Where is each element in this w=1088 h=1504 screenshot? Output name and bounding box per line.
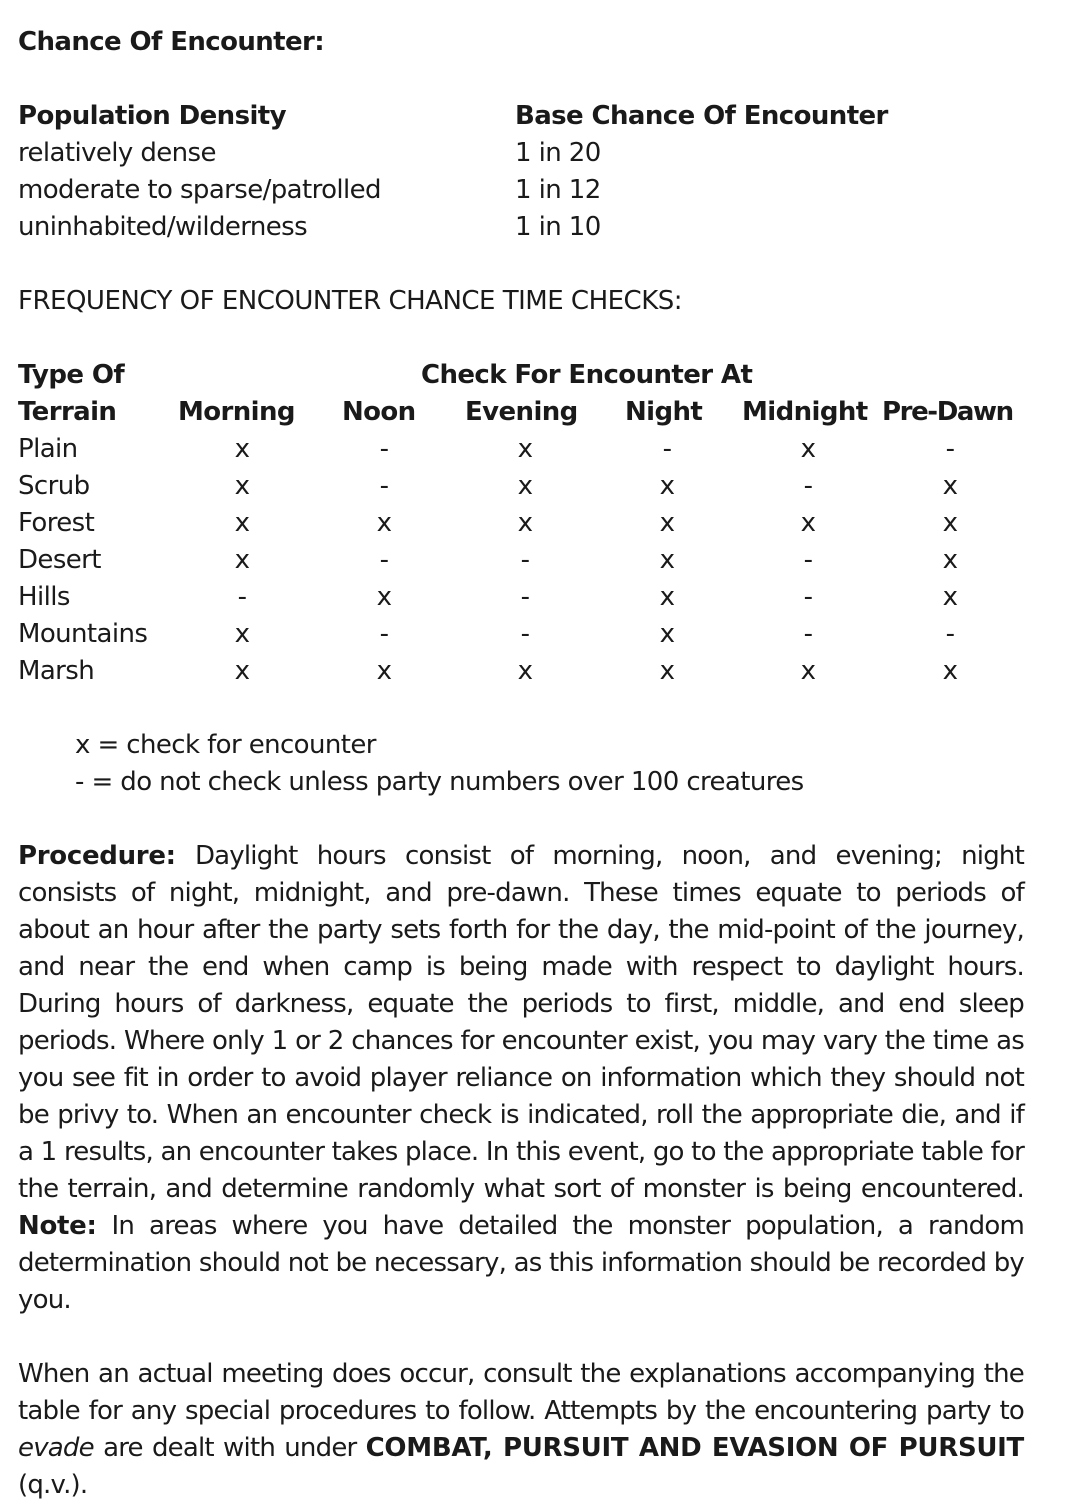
- check-mark: -: [520, 545, 530, 575]
- check-mark: x: [517, 471, 533, 501]
- check-mark: x: [800, 434, 816, 464]
- table-row: [18, 209, 1024, 246]
- check-mark: -: [662, 434, 672, 464]
- check-mark: x: [234, 619, 250, 649]
- table-row: [18, 468, 1024, 505]
- check-mark: -: [379, 434, 389, 464]
- procedure-paragraph: [18, 838, 1024, 1319]
- check-mark: -: [520, 619, 530, 649]
- table-row: [18, 542, 1024, 579]
- check-mark: -: [237, 582, 247, 612]
- check-mark: x: [800, 656, 816, 686]
- terrain-name: Forest: [18, 508, 95, 538]
- header-population-density: Population Density: [18, 101, 286, 131]
- meeting-text-1: When an actual meeting does occur, consult the explanations accompanying the table for any special procedures to follow. Attempts by the encountering party to: [18, 1359, 1024, 1426]
- check-mark: x: [376, 508, 392, 538]
- meeting-paragraph: [18, 1356, 1024, 1504]
- check-mark: x: [942, 471, 958, 501]
- check-mark: -: [803, 619, 813, 649]
- density-table-header: [18, 98, 1024, 135]
- meeting-text-2: are dealt with under: [93, 1433, 366, 1463]
- check-mark: x: [376, 582, 392, 612]
- check-mark: x: [659, 656, 675, 686]
- procedure-text: Daylight hours consist of morning, noon, and evening; night consists of night, midnight, and pre-dawn. These times equate to periods of about an hour after the party sets forth for the day, the mid-point of the journey, and near the end when camp is being made with respect to daylight hours. During hours of darkness, equate the periods to first, middle, and end sleep periods. Where only 1 or 2 chances for encounter exist, you may vary the time as you see fit in order to avoid player reliance on information which they should not be privy to. When an encounter check is indicated, roll the appropriate die, and if a 1 results, an encounter takes place. In this event, go to the appropriate table for the terrain, and determine randomly what sort of monster is being encountered.: [18, 841, 1024, 1204]
- terrain-name: Marsh: [18, 656, 95, 686]
- check-mark: x: [517, 656, 533, 686]
- check-mark: -: [379, 545, 389, 575]
- terrain-table-header-2: [18, 394, 1024, 431]
- check-mark: x: [942, 545, 958, 575]
- table-row: [18, 135, 1024, 172]
- check-mark: x: [942, 508, 958, 538]
- legend-item: x = check for encounter: [75, 730, 376, 760]
- check-mark: x: [234, 471, 250, 501]
- terrain-name: Mountains: [18, 619, 148, 649]
- document-page: [18, 24, 1024, 1504]
- meeting-text-3: (q.v.).: [18, 1470, 88, 1500]
- check-mark: x: [659, 471, 675, 501]
- check-mark: -: [379, 471, 389, 501]
- combat-reference: COMBAT, PURSUIT AND EVASION OF PURSUIT: [365, 1433, 1024, 1463]
- header-base-chance: Base Chance Of Encounter: [515, 101, 888, 131]
- header-evening: Evening: [465, 397, 578, 427]
- header-night: Night: [625, 397, 703, 427]
- check-mark: x: [659, 619, 675, 649]
- terrain-name: Scrub: [18, 471, 90, 501]
- check-mark: -: [945, 434, 955, 464]
- frequency-heading: FREQUENCY OF ENCOUNTER CHANCE TIME CHECKS:: [18, 286, 683, 316]
- header-pre-dawn: Pre-Dawn: [882, 397, 1013, 427]
- density-label: uninhabited/wilderness: [18, 212, 308, 242]
- density-chance: 1 in 10: [515, 212, 601, 242]
- header-check-for-encounter: Check For Encounter At: [421, 360, 753, 390]
- header-type-of: Type Of: [18, 360, 125, 390]
- check-mark: x: [234, 434, 250, 464]
- check-mark: x: [942, 582, 958, 612]
- check-mark: x: [800, 508, 816, 538]
- check-mark: x: [234, 656, 250, 686]
- check-mark: x: [659, 508, 675, 538]
- table-row: [18, 616, 1024, 653]
- check-mark: x: [234, 508, 250, 538]
- density-label: relatively dense: [18, 138, 216, 168]
- density-table: [18, 98, 1024, 246]
- terrain-name: Hills: [18, 582, 70, 612]
- evade-italic: evade: [18, 1433, 94, 1463]
- terrain-name: Desert: [18, 545, 101, 575]
- header-midnight: Midnight: [742, 397, 868, 427]
- terrain-check-table: [18, 357, 1024, 690]
- header-terrain: Terrain: [18, 397, 117, 427]
- table-row: [18, 653, 1024, 690]
- check-mark: x: [234, 545, 250, 575]
- check-mark: -: [803, 471, 813, 501]
- check-mark: x: [517, 508, 533, 538]
- table-row: [18, 505, 1024, 542]
- legend: [75, 727, 1024, 801]
- note-label: Note:: [18, 1211, 97, 1241]
- density-label: moderate to sparse/patrolled: [18, 175, 381, 205]
- table-row: [18, 172, 1024, 209]
- terrain-name: Plain: [18, 434, 78, 464]
- density-chance: 1 in 12: [515, 175, 601, 205]
- check-mark: x: [659, 545, 675, 575]
- note-text: In areas where you have detailed the monster population, a random determination should not be necessary, as this information should be recorded by you.: [18, 1211, 1024, 1315]
- check-mark: -: [803, 582, 813, 612]
- check-mark: -: [803, 545, 813, 575]
- check-mark: -: [520, 582, 530, 612]
- check-mark: x: [376, 656, 392, 686]
- density-chance: 1 in 20: [515, 138, 601, 168]
- table-row: [18, 579, 1024, 616]
- header-morning: Morning: [178, 397, 295, 427]
- check-mark: -: [945, 619, 955, 649]
- table-row: [18, 431, 1024, 468]
- header-noon: Noon: [342, 397, 416, 427]
- terrain-table-header-1: [18, 357, 1024, 394]
- legend-item: - = do not check unless party numbers over 100 creatures: [75, 767, 804, 797]
- check-mark: x: [517, 434, 533, 464]
- procedure-label: Procedure:: [18, 841, 176, 871]
- check-mark: x: [659, 582, 675, 612]
- check-mark: -: [379, 619, 389, 649]
- check-mark: x: [942, 656, 958, 686]
- section-title: Chance Of Encounter:: [18, 27, 325, 57]
